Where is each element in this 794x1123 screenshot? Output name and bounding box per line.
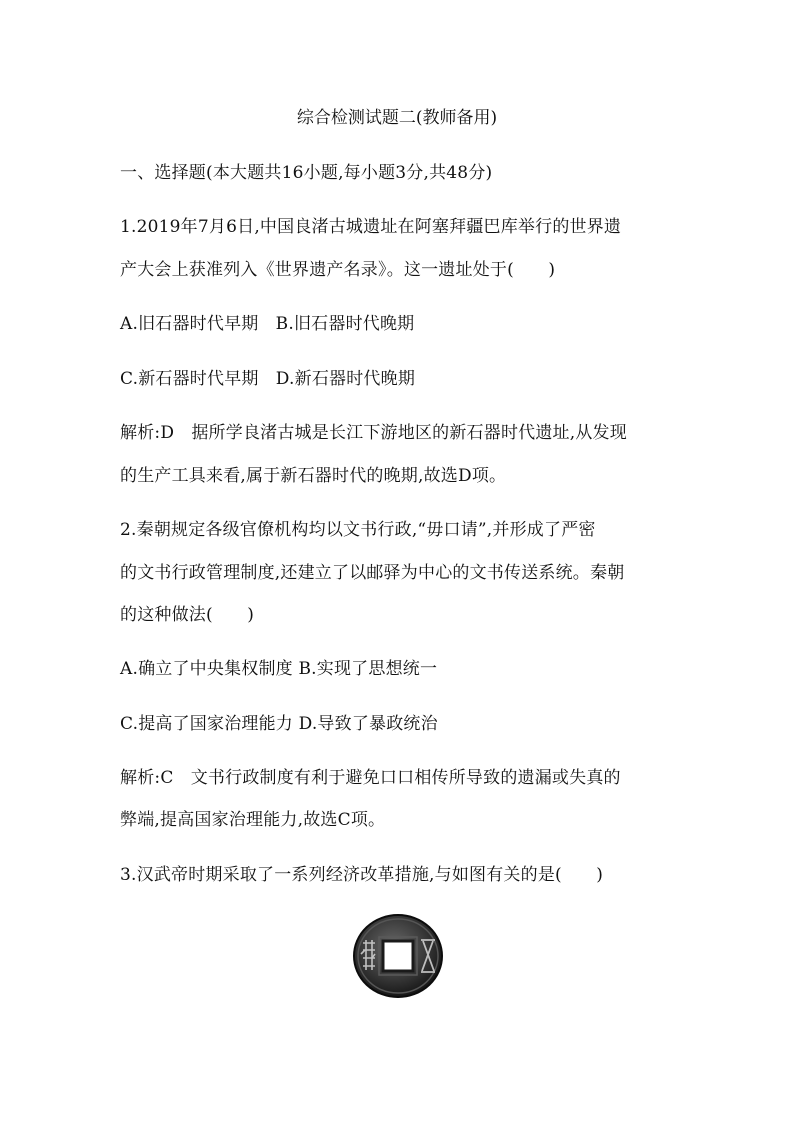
q1-stem-line1: 1.2019年7月6日,中国良渚古城遗址在阿塞拜疆巴库举行的世界遗 <box>120 217 622 237</box>
q1-stem-line2: 产大会上获准列入《世界遗产名录》。这一遗址处于( ) <box>120 260 556 280</box>
coin-illustration <box>348 910 448 1000</box>
q2-options-cd: C.提高了国家治理能力 D.导致了暴政统治 <box>120 714 438 734</box>
q1-analysis-line2: 的生产工具来看,属于新石器时代的晚期,故选D项。 <box>120 466 507 486</box>
wuzhu-coin-image <box>348 910 448 1000</box>
page-title: 综合检测试题二(教师备用) <box>296 108 498 128</box>
q1-options-ab: A.旧石器时代早期 B.旧石器时代晚期 <box>120 314 415 334</box>
q2-analysis-line2: 弊端,提高国家治理能力,故选C项。 <box>120 810 386 830</box>
q1-options-cd: C.新石器时代早期 D.新石器时代晚期 <box>120 369 416 389</box>
section-heading: 一、选择题(本大题共16小题,每小题3分,共48分) <box>120 163 493 183</box>
q2-stem-line3: 的这种做法( ) <box>120 605 255 625</box>
q3-stem-line1: 3.汉武帝时期采取了一系列经济改革措施,与如图有关的是( ) <box>120 865 604 885</box>
q2-options-ab: A.确立了中央集权制度 B.实现了思想统一 <box>120 659 438 679</box>
q2-stem-line2: 的文书行政管理制度,还建立了以邮驿为中心的文书传送系统。秦朝 <box>120 563 625 583</box>
q2-stem-line1: 2.秦朝规定各级官僚机构均以文书行政,“毋口请”,并形成了严密 <box>120 520 596 540</box>
q1-analysis-line1: 解析:D 据所学良渚古城是长江下游地区的新石器时代遗址,从发现 <box>120 423 627 443</box>
q2-analysis-line1: 解析:C 文书行政制度有利于避免口口相传所导致的遗漏或失真的 <box>120 768 621 788</box>
